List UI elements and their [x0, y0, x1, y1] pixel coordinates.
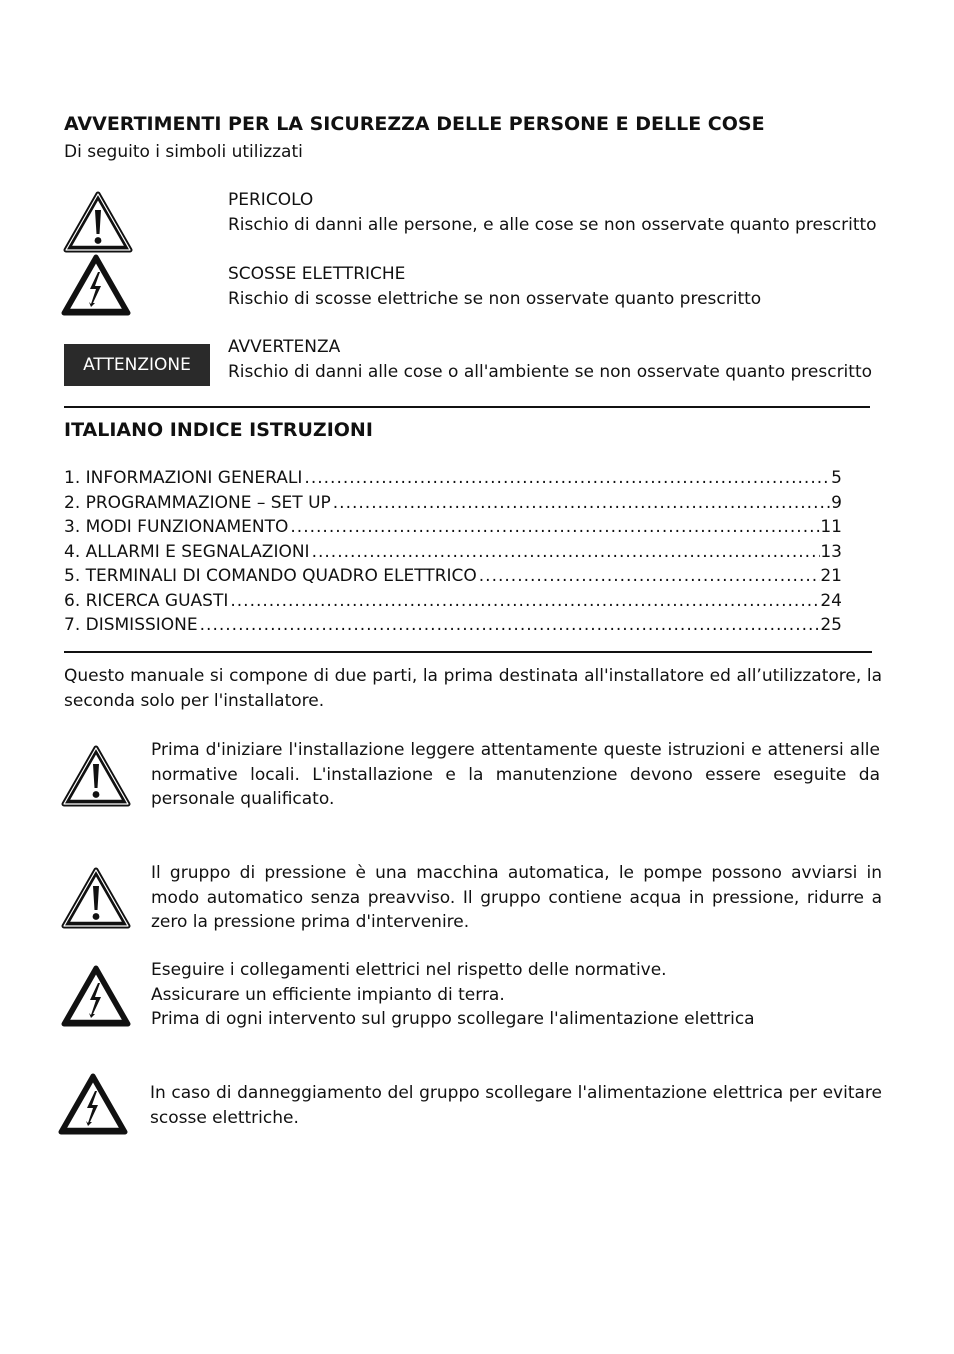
toc-page: 13	[820, 542, 842, 562]
warning-text	[151, 958, 882, 1032]
toc-label: 4. ALLARMI E SEGNALAZIONI	[64, 542, 310, 562]
toc-item[interactable]	[64, 591, 842, 615]
warning-text: In caso di danneggiamento del gruppo scollegare l'alimentazione elettrica per evitare scosse elettriche.	[150, 1083, 882, 1128]
symbol-heading: SCOSSE ELETTRICHE	[228, 264, 406, 284]
electric-shock-triangle-icon	[60, 964, 132, 1028]
symbol-scosse	[228, 262, 898, 311]
intro-text: Questo manuale si compone di due parti, la prima destinata all'installatore ed all’utilizzatore, la seconda solo per l'installatore.	[64, 666, 882, 711]
toc-label: 5. TERMINALI DI COMANDO QUADRO ELETTRICO	[64, 566, 477, 586]
electric-shock-triangle-icon	[57, 1072, 129, 1136]
toc-item[interactable]	[64, 468, 842, 492]
toc-leader	[302, 468, 831, 488]
warning-line: Assicurare un efficiente impianto di terra.	[151, 984, 505, 1005]
symbol-avvertenza	[228, 335, 918, 384]
symbol-pericolo	[228, 188, 898, 237]
toc-leader	[198, 615, 821, 635]
toc-item[interactable]	[64, 517, 842, 541]
attenzione-badge: ATTENZIONE	[64, 344, 210, 386]
toc-leader	[310, 542, 821, 562]
toc-leader	[477, 566, 821, 586]
safety-title: AVVERTIMENTI PER LA SICUREZZA DELLE PERSONE E DELLE COSE	[64, 113, 765, 135]
divider	[64, 651, 872, 653]
toc-page: 24	[820, 591, 842, 611]
toc-leader	[228, 591, 820, 611]
toc-page: 21	[820, 566, 842, 586]
warning-line: Eseguire i collegamenti elettrici nel rispetto delle normative.	[151, 960, 667, 980]
warning-text: Il gruppo di pressione è una macchina automatica, le pompe possono avviarsi in modo automatico senza preavviso. Il gruppo contiene acqua in pressione, ridurre a zero la pressione prima d'intervenire.	[151, 863, 882, 932]
divider	[64, 406, 870, 408]
index-title: ITALIANO INDICE ISTRUZIONI	[64, 419, 373, 441]
toc-page: 11	[820, 517, 842, 537]
warning-triangle-icon	[60, 744, 132, 808]
warning-line: Prima di ogni intervento sul gruppo scollegare l'alimentazione elettrica	[151, 1009, 755, 1029]
symbol-desc: Rischio di scosse elettriche se non osservate quanto prescritto	[228, 288, 762, 309]
toc-label: 1. INFORMAZIONI GENERALI	[64, 468, 303, 488]
toc-page: 5	[831, 468, 842, 488]
toc-item[interactable]	[64, 493, 842, 517]
toc-page: 9	[831, 493, 842, 513]
toc-item[interactable]	[64, 615, 842, 639]
symbol-heading: PERICOLO	[228, 190, 314, 210]
warning-triangle-icon	[62, 190, 134, 254]
electric-shock-triangle-icon	[60, 253, 132, 317]
toc-label: 7. DISMISSIONE	[64, 615, 198, 635]
toc-label: 3. MODI FUNZIONAMENTO	[64, 517, 289, 537]
safety-subtitle: Di seguito i simboli utilizzati	[64, 142, 303, 162]
toc-leader	[331, 493, 831, 513]
symbol-heading: AVVERTENZA	[228, 337, 341, 357]
toc-page: 25	[820, 615, 842, 635]
warning-triangle-icon	[60, 866, 132, 930]
toc-item[interactable]	[64, 542, 842, 566]
symbol-desc: Rischio di danni alle persone, e alle cose se non osservate quanto prescritto	[228, 214, 877, 235]
toc-item[interactable]	[64, 566, 842, 590]
toc-label: 2. PROGRAMMAZIONE – SET UP	[64, 493, 331, 513]
toc-leader	[288, 517, 820, 537]
symbol-desc: Rischio di danni alle cose o all'ambiente se non osservate quanto prescritto	[228, 361, 873, 382]
warning-text: Prima d'iniziare l'installazione leggere attentamente queste istruzioni e attenersi alle normative locali. L'installazione e la manutenzione devono essere eseguite da personale qualificato.	[151, 740, 880, 809]
toc-label: 6. RICERCA GUASTI	[64, 591, 229, 611]
